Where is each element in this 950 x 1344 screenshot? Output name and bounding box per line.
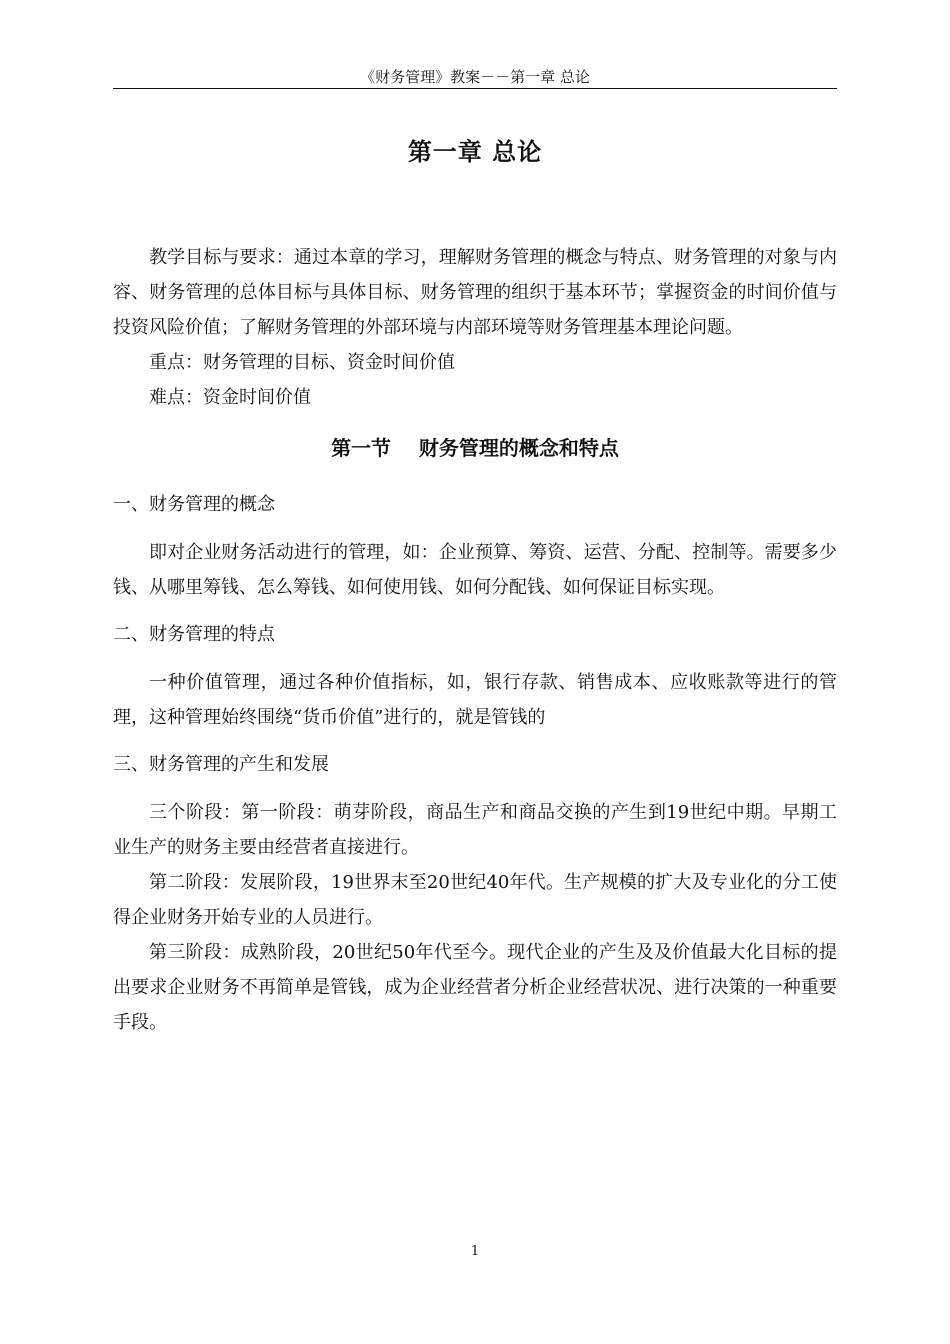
subsection-heading: 二、财务管理的特点 — [113, 624, 275, 645]
spacer — [113, 781, 837, 795]
spacer — [113, 415, 837, 431]
page-content — [113, 130, 837, 1040]
subsection-heading: 一、财务管理的概念 — [113, 494, 275, 515]
paragraph: 第三阶段：成熟阶段，20世纪50年代至今。现代企业的产生及及价值最大化目标的提出要求企业财务不再简单是管钱，成为企业经营者分析企业经营状况、进行决策的一种重要手段。 — [113, 942, 837, 1033]
spacer — [113, 465, 837, 489]
page-number: 1 — [470, 1244, 480, 1259]
teaching-objectives: 教学目标与要求：通过本章的学习，理解财务管理的概念与特点、财务管理的对象与内容、财务管理的总体目标与具体目标、财务管理的组织于基本环节；掌握资金的时间价值与投资风险价值；了解财务管理的外部环境与内部环境等财务管理基本理论问题。 — [113, 247, 837, 338]
subsection-heading: 三、财务管理的产生和发展 — [113, 754, 329, 775]
spacer — [113, 735, 837, 749]
spacer — [113, 651, 837, 665]
paragraph: 第二阶段：发展阶段，19世界末至20世纪40年代。生产规模的扩大及专业化的分工使得企业财务开始专业的人员进行。 — [113, 872, 837, 928]
chapter-title: 第一章 总论 — [407, 137, 543, 166]
paragraph: 三个阶段：第一阶段：萌芽阶段，商品生产和商品交换的产生到19世纪中期。早期工业生产的财务主要由经营者直接进行。 — [113, 802, 837, 858]
spacer — [113, 172, 837, 240]
difficult-points: 难点：资金时间价值 — [149, 387, 311, 408]
key-points: 重点：财务管理的目标、资金时间价值 — [149, 352, 455, 373]
section-title: 第一节 财务管理的概念和特点 — [331, 436, 619, 460]
header-rule — [113, 88, 837, 89]
paragraph: 一种价值管理，通过各种价值指标，如，银行存款、销售成本、应收账款等进行的管理，这种管理始终围绕“货币价值”进行的，就是管钱的 — [113, 672, 837, 728]
spacer — [113, 605, 837, 619]
running-header: 《财务管理》教案－－第一章 总论 — [360, 68, 590, 86]
paragraph: 即对企业财务活动进行的管理，如：企业预算、筹资、运营、分配、控制等。需要多少钱、从哪里筹钱、怎么筹钱、如何使用钱、如何分配钱、如何保证目标实现。 — [113, 542, 837, 598]
spacer — [113, 521, 837, 535]
